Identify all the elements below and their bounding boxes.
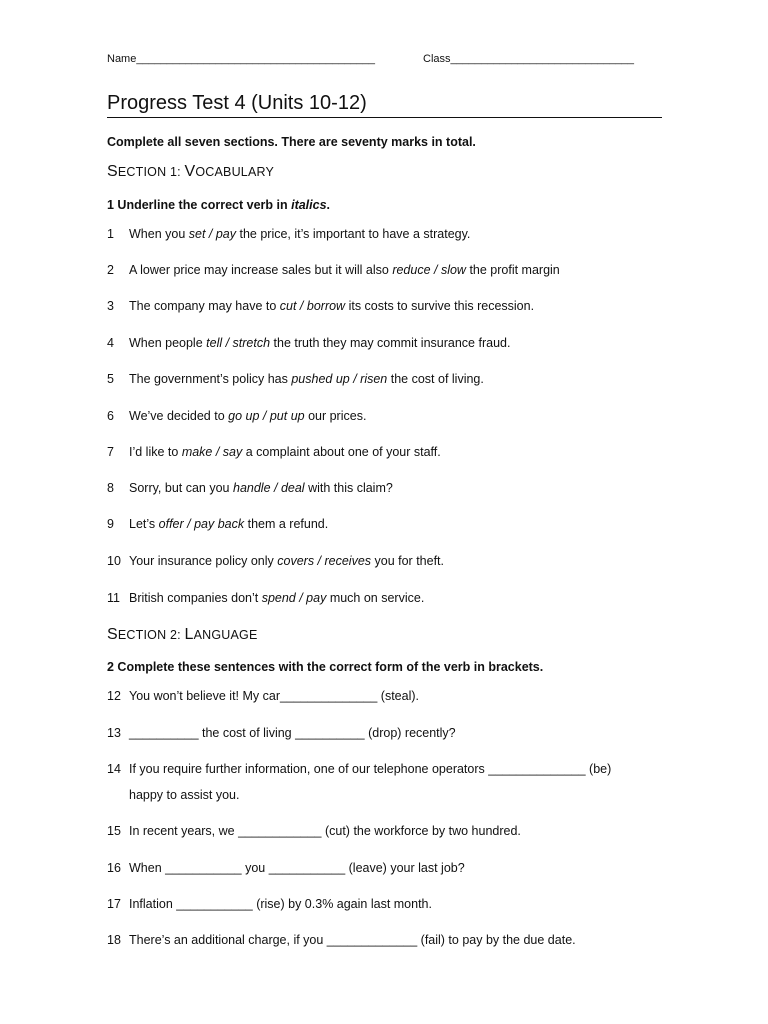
question-text: When people tell / stretch the truth they may commit insurance fraud. [129, 336, 511, 350]
verb-options[interactable]: set / pay [188, 227, 237, 241]
question-text: In recent years, we ____________ (cut) the workforce by two hundred. [129, 824, 521, 838]
question-number: 9 [107, 517, 114, 531]
question-text: Inflation ___________ (rise) by 0.3% again last month. [129, 897, 432, 911]
question-text: The company may have to cut / borrow its costs to survive this recession. [129, 299, 535, 313]
question-number: 13 [107, 726, 121, 740]
question-text: Your insurance policy only covers / receives you for theft. [129, 554, 444, 568]
question-number: 17 [107, 897, 121, 911]
verb-options[interactable]: tell / stretch [206, 336, 271, 350]
question-text-continued: happy to assist you. [129, 788, 240, 802]
question-number: 18 [107, 933, 121, 947]
question-number: 16 [107, 861, 121, 875]
question-number: 11 [107, 591, 120, 605]
class-field[interactable] [423, 53, 634, 65]
question-number: 5 [107, 372, 114, 386]
question-text: __________ the cost of living __________ (drop) recently? [129, 726, 456, 740]
class-line: ______________________________ [450, 53, 635, 65]
question-text: Let’s offer / pay back them a refund. [129, 517, 329, 531]
section-2-heading: SECTION 2: LANGUAGE [107, 626, 258, 643]
section-1-heading: SECTION 1: VOCABULARY [107, 163, 275, 180]
question-number: 4 [107, 336, 114, 350]
verb-options[interactable]: go up / put up [228, 409, 305, 423]
class-label: Class [423, 53, 451, 65]
page-title: Progress Test 4 (Units 10-12) [107, 91, 662, 118]
section-2-instruction: 2 Complete these sentences with the correct form of the verb in brackets. [107, 660, 544, 674]
name-line: _______________________________________ [136, 53, 375, 65]
question-number: 3 [107, 299, 114, 313]
question-text: When you set / pay the price, it’s important to have a strategy. [129, 227, 471, 241]
question-number: 2 [107, 263, 114, 277]
question-text: If you require further information, one of our telephone operators ______________ (be) happy to assist you. [129, 762, 612, 802]
section-1-instruction: 1 Underline the correct verb in italics. [107, 198, 331, 212]
name-label: Name [107, 53, 137, 65]
intro-text: Complete all seven sections. There are seventy marks in total. [107, 135, 476, 149]
question-text: Sorry, but can you handle / deal with this claim? [129, 481, 393, 495]
verb-options[interactable]: offer / pay back [158, 517, 245, 531]
question-number: 12 [107, 689, 121, 703]
verb-options[interactable]: cut / borrow [279, 299, 346, 313]
verb-options[interactable]: covers / receives [277, 554, 372, 568]
question-text: You won’t believe it! My car______________ (steal). [129, 689, 420, 703]
verb-options[interactable]: make / say [181, 445, 243, 459]
question-text: British companies don’t spend / pay much on service. [129, 591, 425, 605]
question-text: I’d like to make / say a complaint about one of your staff. [129, 445, 441, 459]
question-text: When ___________ you ___________ (leave) your last job? [129, 861, 465, 875]
name-field[interactable] [107, 53, 375, 65]
question-number: 6 [107, 409, 114, 423]
question-text: There’s an additional charge, if you _____________ (fail) to pay by the due date. [129, 933, 576, 947]
verb-options[interactable]: reduce / slow [392, 263, 466, 277]
verb-options[interactable]: spend / pay [261, 591, 327, 605]
question-text: We’ve decided to go up / put up our prices. [129, 409, 367, 423]
question-number: 7 [107, 445, 114, 459]
verb-options[interactable]: pushed up / risen [291, 372, 388, 386]
verb-options[interactable]: handle / deal [233, 481, 305, 495]
question-text: A lower price may increase sales but it will also reduce / slow the profit margin [129, 263, 560, 277]
question-number: 1 [107, 227, 114, 241]
question-number: 14 [107, 762, 121, 776]
question-number: 10 [107, 554, 121, 568]
question-number: 15 [107, 824, 121, 838]
question-number: 8 [107, 481, 114, 495]
question-text: The government’s policy has pushed up / risen the cost of living. [129, 372, 484, 386]
